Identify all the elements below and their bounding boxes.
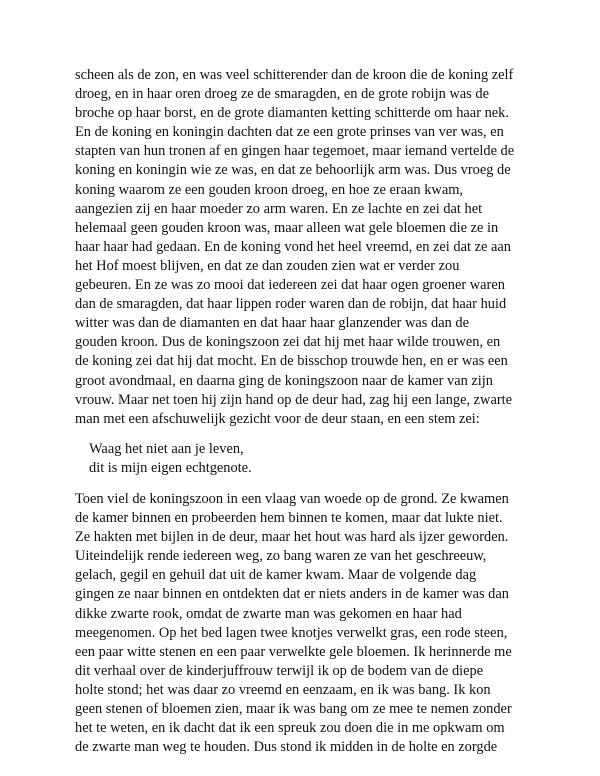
text-line: gebeuren. En ze was zo mooi dat iedereen zei dat haar ogen groener waren — [75, 277, 505, 294]
text-line: broche op haar borst, en de grote diamanten ketting schitterde om haar nek. — [75, 105, 509, 122]
text-line: helemaal geen gouden kroon was, maar alleen wat gele bloemen die ze in — [75, 219, 499, 236]
text-line: dit verhaal over de kinderjuffrouw terwijl ik op de bodem van de diepe — [75, 662, 484, 679]
text-line: de zwarte man weg te houden. Dus stond ik midden in de holte en zorgde — [75, 739, 498, 756]
text-line: gingen ze naar binnen en ontdekten dat er niets anders in de kamer was dan — [75, 586, 509, 603]
poem-line: Waag het niet aan je leven, — [89, 440, 244, 457]
text-line: groot avondmaal, en daarna ging de koningszoon naar de kamer van zijn — [75, 372, 493, 389]
text-line: stapten van hun tronen af en gingen haar tegemoet, maar iemand vertelde de — [75, 143, 515, 160]
text-line: scheen als de zon, en was veel schitterender dan de kroon die de koning zelf — [75, 67, 514, 83]
paragraph-2 — [75, 490, 535, 757]
text-line: een paar witte stenen en een paar verwelkte gele bloemen. Ik herinnerde me — [75, 643, 512, 660]
text-line: dikke zwarte rook, omdat de zwarte man was gekomen en haar had — [75, 605, 462, 622]
text-line: gouden kroon. Dus de koningszoon zei dat hij met haar wilde trouwen, en — [75, 334, 501, 351]
text-line: koning en koningin wie ze was, en dat ze behoorlijk arm was. Dus vroeg de — [75, 162, 511, 179]
text-line: witter was dan de diamanten en dat haar haar glanzender was dan de — [75, 315, 469, 332]
poem-line: dit is mijn eigen echtgenote. — [89, 459, 252, 476]
poem-quote — [89, 440, 535, 478]
text-line: Ze hakten met bijlen in de deur, maar het hout was hard als ijzer geworden. — [75, 529, 509, 546]
text-line: Toen viel de koningszoon in een vlaag van woede op de grond. Ze kwamen — [75, 490, 509, 507]
paragraph-1 — [75, 66, 535, 429]
text-line: gelach, gegil en gehuil dat uit de kamer kwam. Maar de volgende dag — [75, 567, 477, 584]
text-line: vrouw. Maar net toen hij zijn hand op de deur had, zag hij een lange, zwarte — [75, 391, 513, 408]
text-line: haar haar had gedaan. En de koning vond het heel vreemd, en zei dat ze aan — [75, 238, 511, 255]
text-line: de kamer binnen en probeerden hem binnen te komen, maar dat lukte niet. — [75, 510, 503, 527]
text-line: Uiteindelijk rende iedereen weg, zo bang waren ze van het geschreeuw, — [75, 548, 487, 565]
text-line: dan de smaragden, dat haar lippen roder waren dan de robijn, dat haar huid — [75, 296, 507, 313]
text-line: aangezien zij en haar moeder zo arm waren. En ze lachte en zei dat het — [75, 200, 483, 217]
text-line: de koning zei dat hij dat mocht. En de bisschop trouwde hen, en er was een — [75, 353, 508, 370]
document-page — [75, 66, 535, 757]
text-line: koning waarom ze een gouden kroon droeg, en hoe ze eraan kwam, — [75, 181, 463, 198]
text-line: het te weten, en ik dacht dat ik een spreuk zou doen die in me opkwam om — [75, 720, 505, 737]
text-line: holte stond; het was daar zo vreemd en eenzaam, en ik was bang. Ik kon — [75, 681, 491, 698]
text-line: droeg, en in haar oren droeg ze de smaragden, en de grote robijn was de — [75, 86, 489, 103]
text-line: het Hof moest blijven, en dat ze dan zouden zien wat er verder zou — [75, 257, 460, 274]
text-line: man met een afschuwelijk gezicht voor de deur staan, en een stem zei: — [75, 410, 480, 427]
text-line: En de koning en koningin dachten dat ze een grote prinses van ver was, en — [75, 124, 504, 141]
text-line: geen stenen of bloemen zien, maar ik was bang om ze mee te nemen zonder — [75, 701, 512, 717]
text-line: meegenomen. Op het bed lagen twee knotjes verwelkt gras, een rode steen, — [75, 624, 508, 641]
